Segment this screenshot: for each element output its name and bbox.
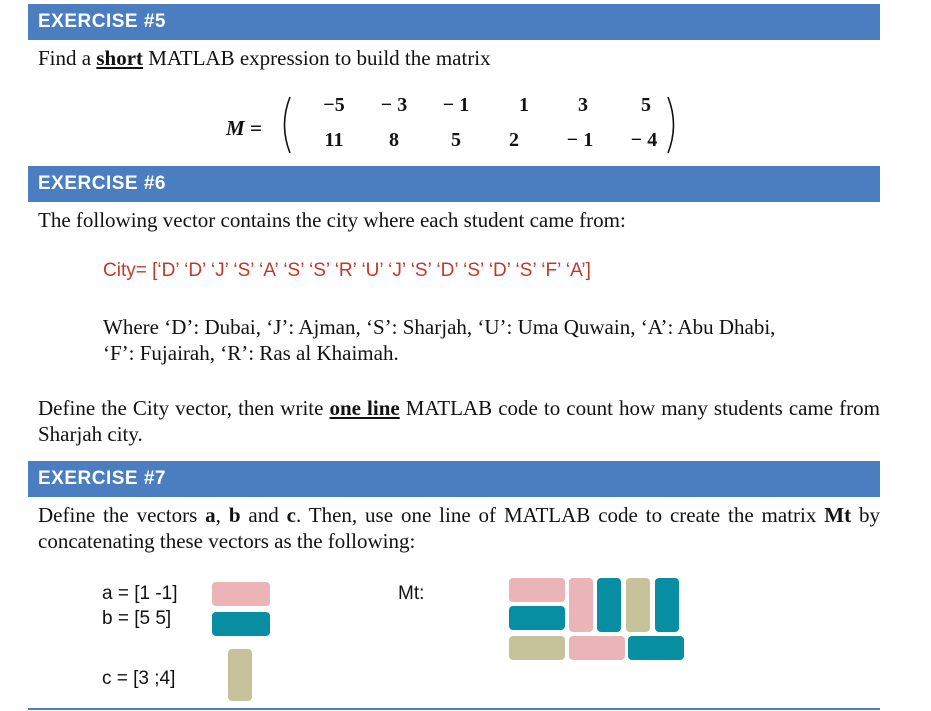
short-emphasis: short — [96, 46, 144, 70]
matrix-cell: 3 — [578, 94, 588, 116]
exercise-6-intro: The following vector contains the city where each student came from: — [38, 208, 626, 232]
exercise-5-header: EXERCISE #5 — [28, 4, 880, 40]
matrix-cell: 5 — [451, 129, 461, 151]
mt-block-b — [509, 606, 565, 630]
city-vector: City= [‘D’ ‘D’ ‘J’ ‘S’ ‘A’ ‘S’ ‘S’ ‘R’ ‘U’ ‘J’ ‘S’ ‘D’ ‘S’ ‘D’ ‘S’ ‘F’ ‘A’] — [103, 260, 591, 281]
matrix-cell: − 3 — [380, 94, 408, 116]
mt-label: Mt: — [398, 583, 425, 604]
matrix-cell: − 4 — [630, 129, 658, 151]
vector-a-def: a = [1 -1] — [102, 583, 178, 604]
matrix-cell: 8 — [389, 129, 399, 151]
mt-block-b — [628, 636, 684, 660]
exercise-6-header: EXERCISE #6 — [28, 166, 880, 202]
bottom-rule — [28, 708, 880, 710]
exercise-7-text: Define the vectors a, b and c. Then, use one line of MATLAB code to create the matrix Mt by concatenating these vectors as the following: — [38, 503, 881, 553]
matrix-cell: 5 — [641, 94, 651, 116]
one-line-emphasis: one line — [329, 396, 400, 420]
vector-a-block — [212, 582, 270, 606]
exercise-5-prompt: Find a short MATLAB expression to build the matrix — [38, 46, 491, 70]
mt-block-c — [509, 636, 565, 660]
mt-block-b — [655, 578, 679, 632]
mt-block-a — [569, 578, 593, 632]
matrix-cell: − 1 — [566, 129, 594, 151]
vector-b-def: b = [5 5] — [102, 608, 172, 629]
vector-c-def: c = [3 ;4] — [102, 668, 176, 689]
matrix-label: M = — [226, 116, 262, 140]
mt-block-b — [597, 578, 621, 632]
exercise-7-header: EXERCISE #7 — [28, 461, 880, 497]
matrix-cell: 1 — [519, 94, 529, 116]
vector-c-block — [228, 649, 252, 701]
mt-block-a — [509, 578, 565, 602]
vector-b-block — [212, 612, 270, 636]
city-legend: Where ‘D’: Dubai, ‘J’: Ajman, ‘S’: Sharjah, ‘U’: Uma Quwain, ‘A’: Abu Dhabi, ‘F’: Fujairah, ‘R’: Ras al Khaimah. — [103, 315, 776, 365]
left-paren — [276, 94, 294, 156]
exercise-6-task: Define the City vector, then write one line MATLAB code to count how many students came from Sharjah city. — [38, 396, 880, 446]
mt-block-a — [569, 636, 625, 660]
mt-block-c — [626, 578, 650, 632]
right-paren — [664, 94, 682, 156]
matrix-cell: −5 — [323, 94, 345, 116]
matrix-cell: − 1 — [442, 94, 470, 116]
matrix-cell: 11 — [324, 129, 344, 151]
matrix-cell: 2 — [509, 129, 519, 151]
